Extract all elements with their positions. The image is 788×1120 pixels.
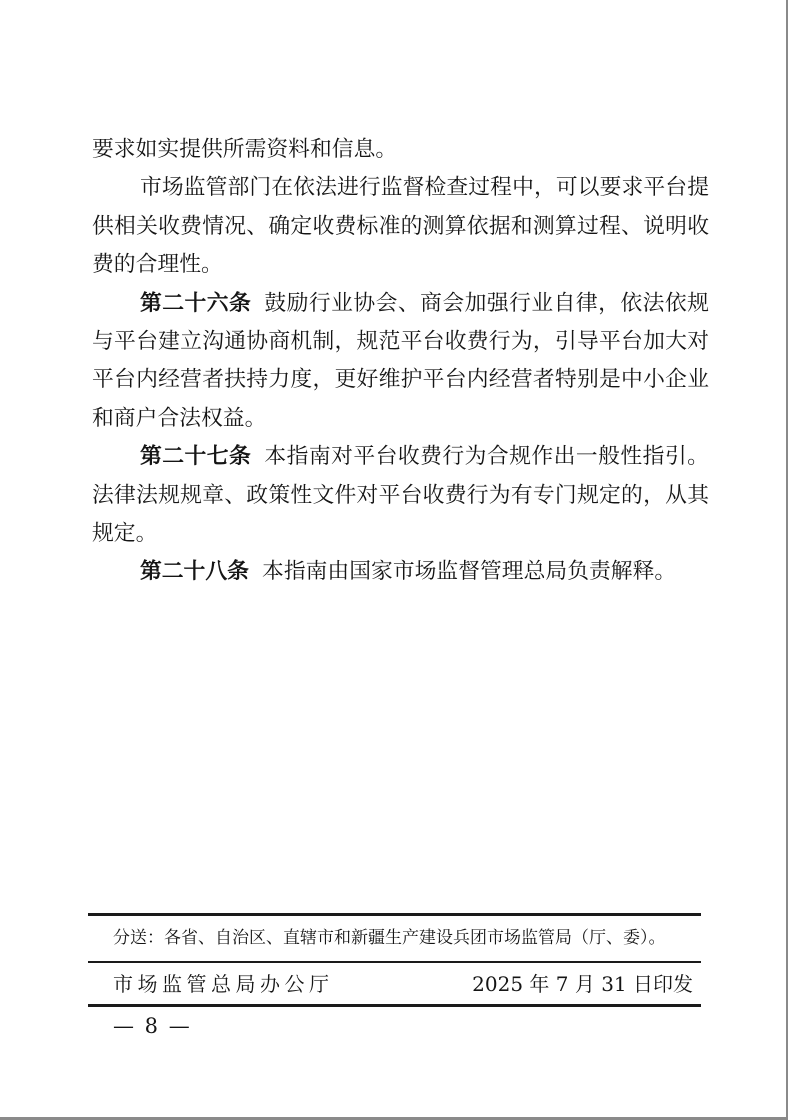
distribution-row	[88, 916, 701, 961]
paragraph	[92, 438, 709, 553]
paragraph-text: 市场监管部门在依法进行监督检查过程中，可以要求平台提供相关收费情况、确定收费标准的测算依据和测算过程、说明收费的合理性。	[92, 175, 709, 278]
page-number: — 8 —	[113, 1014, 192, 1038]
paragraph-text: 本指南由国家市场监督管理总局负责解释。	[262, 559, 677, 585]
paragraph	[92, 553, 709, 591]
article-number: 第二十六条	[139, 290, 252, 316]
distribution-text: 分送：各省、自治区、直辖市和新疆生产建设兵团市场监管局（厅、委）。	[113, 928, 666, 948]
paragraph	[92, 131, 709, 169]
document-body	[92, 131, 709, 592]
print-date: 2025 年 7 月 31 日印发	[472, 972, 693, 996]
issuer-name: 市场监管总局办公厅	[113, 972, 334, 996]
article-number: 第二十七条	[139, 444, 252, 470]
footer-rule-bottom	[88, 1004, 701, 1007]
paragraph	[92, 285, 709, 439]
paragraph-text: 本指南对平台收费行为合规作出一般性指引。法律法规规章、政策性文件对平台收费行为有专门规定的，从其规定。	[92, 444, 709, 547]
paragraph-text: 鼓励行业协会、商会加强行业自律，依法依规与平台建立沟通协商机制，规范平台收费行为，引导平台加大对平台内经营者扶持力度，更好维护平台内经营者特别是中小企业和商户合法权益。	[92, 290, 709, 431]
paragraph-text: 要求如实提供所需资料和信息。	[92, 137, 398, 162]
article-number: 第二十八条	[139, 559, 249, 585]
issuer-row	[88, 963, 701, 1004]
footer-block	[88, 913, 701, 1007]
paragraph	[92, 169, 709, 284]
